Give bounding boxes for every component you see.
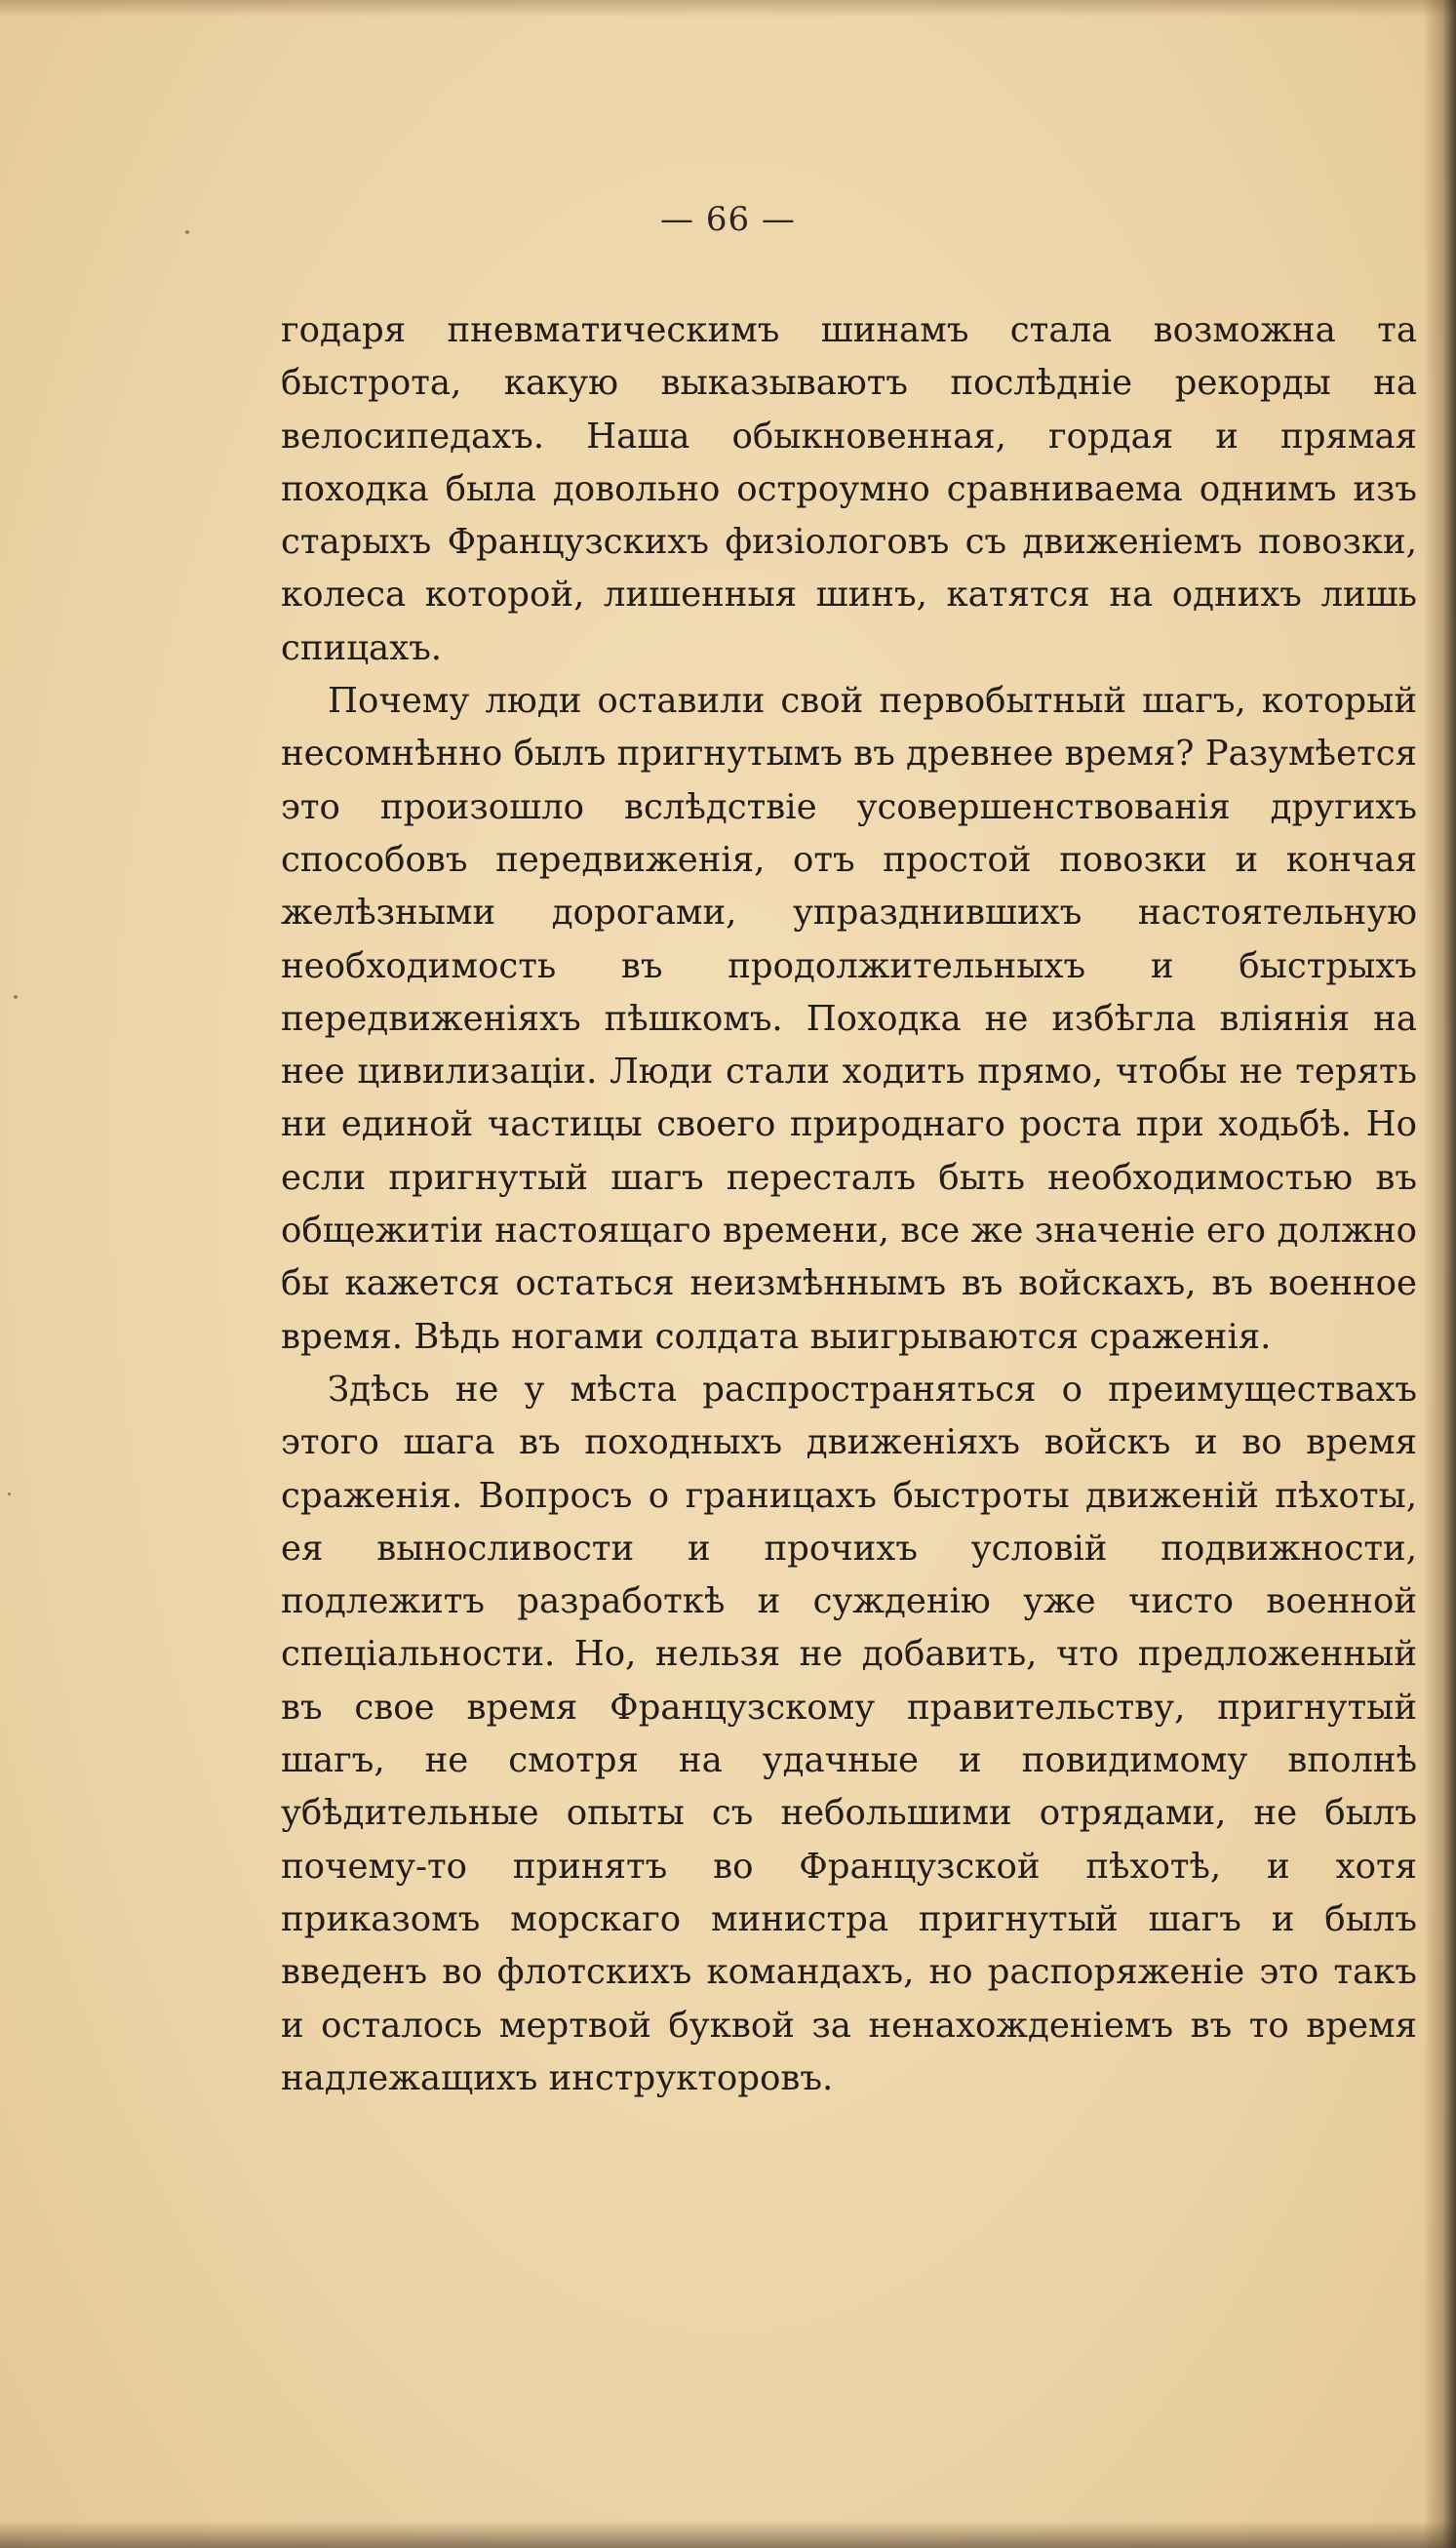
paper-speck: [8, 1493, 11, 1495]
paragraph-2: Почему люди оставили свой первобытный шагъ, который несомнѣнно былъ пригнутымъ въ древнее время? Разумѣется это произошло вслѣдствіе усовершенствованія другихъ способовъ передвиженія, отъ простой повозки и кончая желѣзными дорогами, упразднившихъ настоятельную необходимость въ продолжительныхъ и быстрыхъ передвиженіяхъ пѣшкомъ. Походка не избѣгла вліянія на нее цивилизаціи. Люди стали ходить прямо, чтобы не терять ни единой частицы своего природнаго роста при ходьбѣ. Но если пригнутый шагъ пересталъ быть необходимостью въ общежитіи настоящаго времени, все же значеніе его должно бы кажется остаться неизмѣннымъ въ войскахъ, въ военное время. Вѣдь ногами солдата выигрываются сраженія.: [281, 681, 1417, 1357]
page-right-edge-shadow: [1423, 0, 1456, 2548]
page-bottom-shadow: [0, 2521, 1456, 2548]
page-number: — 66 —: [660, 200, 796, 239]
body-text: [281, 304, 1417, 2105]
paragraph-1: годаря пневматическимъ шинамъ стала возможна та быстрота, какую выказываютъ послѣдніе рекорды на велосипедахъ. Наша обыкновенная, гордая и прямая походка была довольно остроумно сравниваема однимъ изъ старыхъ Французскихъ физіологовъ съ движеніемъ повозки, колеса которой, лишенныя шинъ, катятся на однихъ лишь спицахъ.: [281, 310, 1417, 668]
paper-speck: [14, 995, 18, 999]
paragraph-3: Здѣсь не у мѣста распространяться о преимуществахъ этого шага въ походныхъ движеніяхъ войскъ и во время сраженія. Вопросъ о границахъ быстроты движеній пѣхоты, ея выносливости и прочихъ условій подвижности, подлежитъ разработкѣ и сужденію уже чисто военной спеціальности. Но, нельзя не добавить, что предложенный въ свое время Французскому правительству, пригнутый шагъ, не смотря на удачные и повидимому вполнѣ убѣдительные опыты съ небольшими отрядами, не былъ почему-то принятъ во Французской пѣхотѣ, и хотя приказомъ морскаго министра пригнутый шагъ и былъ введенъ во флотскихъ командахъ, но распоряженіе это такъ и осталось мертвой буквой за ненахожденіемъ въ то время надлежащихъ инструкторовъ.: [281, 1369, 1417, 2098]
page-top-shadow: [0, 0, 1456, 18]
